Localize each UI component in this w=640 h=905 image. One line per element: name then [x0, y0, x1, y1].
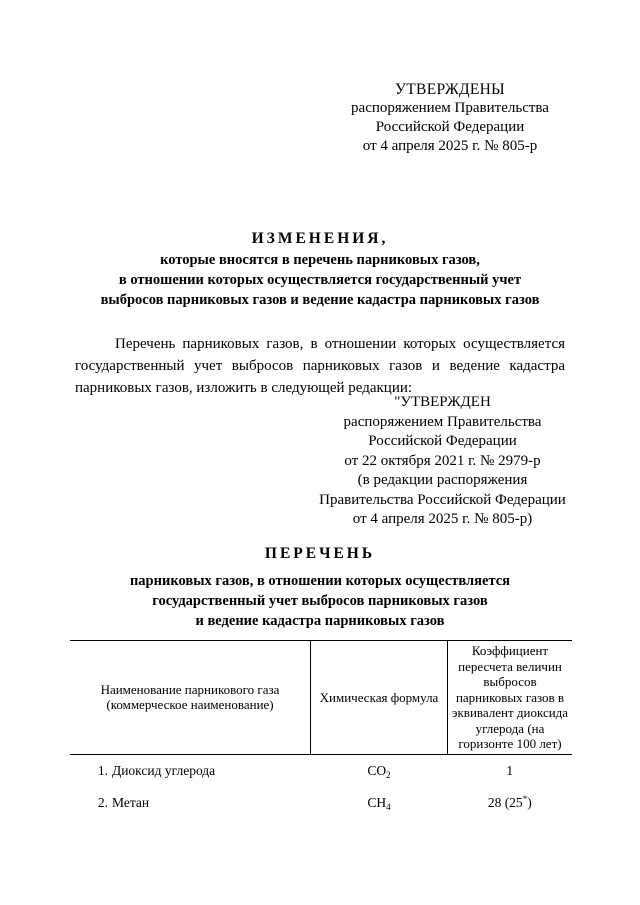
coef-tail: ) — [527, 794, 532, 810]
header-coef: Коэффициент пересчета величин выбросов парниковых газов в эквивалент диоксида углерода (на горизонте 100 лет) — [448, 641, 573, 755]
table-header-row — [70, 641, 572, 755]
subtitle-line: в отношении которых осуществляется государственный учет — [118, 272, 522, 288]
body-paragraph: Перечень парниковых газов, в отношении которых осуществляется государственный учет выбросов парниковых газов и ведение кадастра парниковых газов, изложить в следующей редакции: — [75, 336, 565, 396]
coef-value: 28 (25 — [487, 794, 523, 810]
subtitle-line: которые вносятся в перечень парниковых газов, — [160, 252, 480, 268]
formula-subscript: 2 — [386, 769, 391, 780]
table-row — [70, 787, 572, 819]
approval2-heading: "УТВЕРЖДЕН — [394, 394, 491, 410]
header-formula: Химическая формула — [311, 641, 448, 755]
approval-line: Российской Федерации — [375, 119, 525, 135]
greenhouse-gases-table — [70, 640, 572, 819]
formula-base: CH — [367, 794, 387, 810]
gas-coefficient — [448, 787, 573, 819]
formula-subscript: 4 — [386, 801, 391, 812]
gas-formula — [311, 754, 448, 787]
changes-title: ИЗМЕНЕНИЯ, — [251, 230, 389, 247]
changes-subtitle — [60, 250, 580, 310]
header-name: Наименование парникового газа (коммерческое наименование) — [70, 641, 311, 755]
approval-line: распоряжением Правительства — [351, 100, 549, 116]
list-subtitle — [60, 571, 580, 631]
gas-coefficient: 1 — [506, 762, 514, 778]
coef-footnote-mark: * — [522, 793, 528, 804]
approval-stamp — [330, 80, 570, 156]
approval2-line: от 4 апреля 2025 г. № 805-р) — [352, 511, 533, 527]
approval-date: от 4 апреля 2025 г. № 805-р — [362, 138, 538, 154]
approval2-line: распоряжением Правительства — [343, 413, 542, 430]
list-subtitle-line: государственный учет выбросов парниковых газов — [152, 593, 488, 609]
formula-base: CO — [367, 762, 387, 778]
list-subtitle-line: парниковых газов, в отношении которых осуществляется — [129, 573, 511, 589]
gas-name: Диоксид углерода — [112, 762, 216, 778]
approval-stamp-2 — [310, 393, 575, 530]
approval-heading: УТВЕРЖДЕНЫ — [395, 81, 505, 98]
subtitle-line: выбросов парниковых газов и ведение кадастра парниковых газов — [100, 292, 540, 308]
approval2-line: от 22 октября 2021 г. № 2979-р — [344, 452, 541, 469]
gas-formula — [311, 787, 448, 819]
row-number: 2. — [97, 794, 108, 810]
approval2-line: Российской Федерации — [368, 433, 517, 449]
row-number: 1. — [97, 762, 108, 778]
approval2-line: Правительства Российской Федерации — [319, 491, 566, 508]
table-row — [70, 754, 572, 787]
gas-name: Метан — [112, 794, 150, 810]
list-subtitle-line: и ведение кадастра парниковых газов — [195, 613, 445, 629]
approval2-line: (в редакции распоряжения — [357, 472, 528, 488]
list-title: ПЕРЕЧЕНЬ — [264, 545, 376, 562]
